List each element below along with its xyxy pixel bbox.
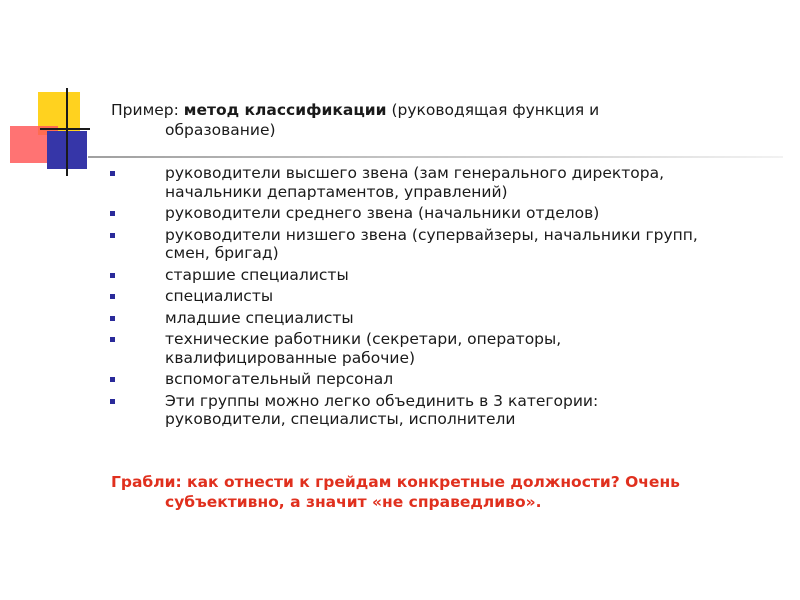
list-item: руководители высшего звена (зам генерального директора, начальники департаментов, управлений) (110, 164, 780, 201)
title-line2: образование) (165, 121, 276, 139)
title-bold: метод классификации (183, 101, 387, 119)
bullet-icon (110, 171, 115, 176)
logo-horizontal-line (40, 128, 90, 130)
bullet-list (110, 164, 780, 432)
list-item: старшие специалисты (110, 266, 780, 285)
title-prefix: Пример: (111, 101, 184, 119)
logo-vertical-line (66, 88, 68, 176)
bullet-icon (110, 233, 115, 238)
note-line2: субъективно, а значит «не справедливо». (165, 493, 542, 511)
bullet-icon (110, 273, 115, 278)
list-item: руководители низшего звена (супервайзеры, начальники групп, смен, бригад) (110, 226, 780, 263)
title-rest: (руководящая функция и (386, 101, 600, 119)
list-item: младшие специалисты (110, 309, 780, 328)
bullet-icon (110, 211, 115, 216)
bullet-icon (110, 399, 115, 404)
bullet-icon (110, 337, 115, 342)
bullet-icon (110, 316, 115, 321)
title-divider (88, 156, 783, 158)
bullet-icon (110, 377, 115, 382)
list-item: специалисты (110, 287, 780, 306)
note-line1: Грабли: как отнести к грейдам конкретные должности? Очень (111, 473, 680, 491)
list-item: руководители среднего звена (начальники отделов) (110, 204, 780, 223)
list-item: Эти группы можно легко объединить в 3 категории: руководители, специалисты, исполнители (110, 392, 780, 429)
slide-title (111, 100, 711, 140)
warning-note (111, 472, 781, 512)
list-item: технические работники (секретари, операторы, квалифицированные рабочие) (110, 330, 780, 367)
list-item: вспомогательный персонал (110, 370, 780, 389)
bullet-icon (110, 294, 115, 299)
